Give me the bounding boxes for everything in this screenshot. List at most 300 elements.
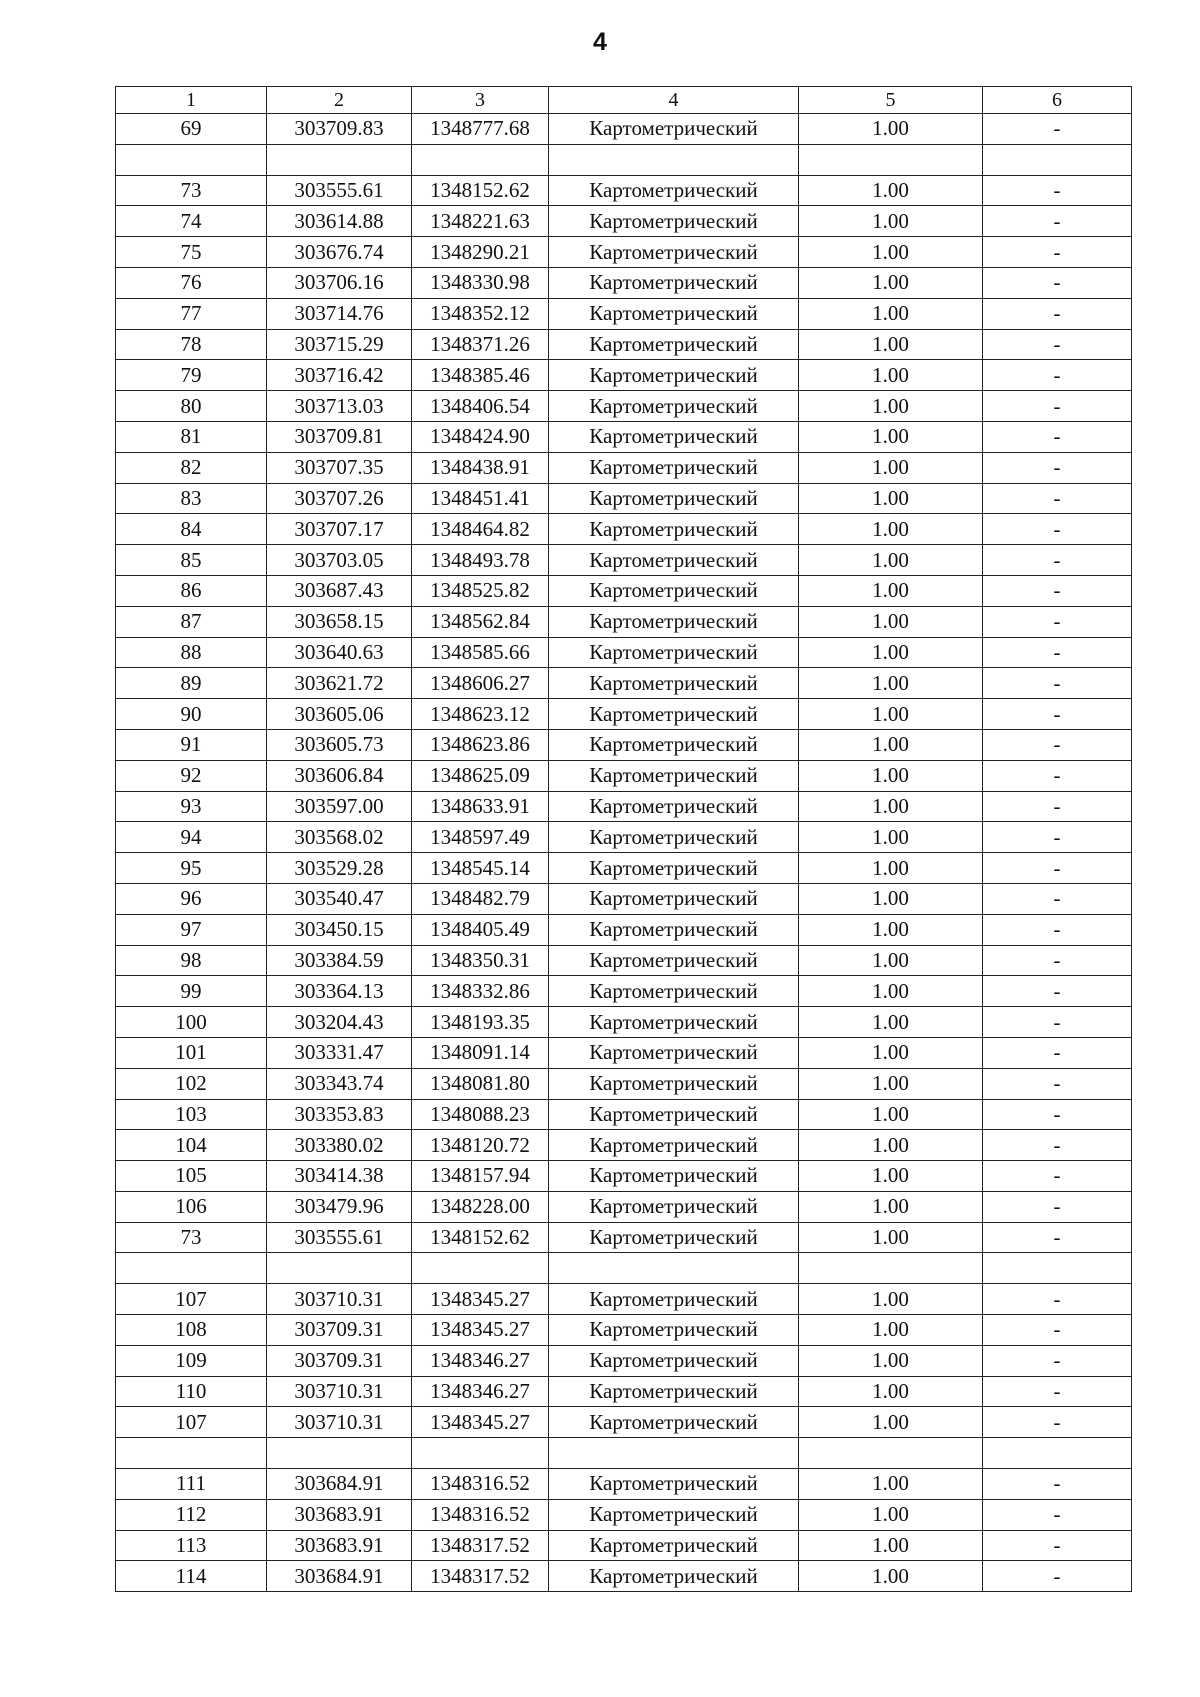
accuracy-cell: 1.00 <box>799 1315 983 1346</box>
method-cell: Картометрический <box>549 699 799 730</box>
point-number-cell: 101 <box>116 1037 267 1068</box>
note-cell: - <box>983 1222 1132 1253</box>
point-number-cell: 88 <box>116 637 267 668</box>
note-cell: - <box>983 1161 1132 1192</box>
x-coordinate-cell: 303716.42 <box>267 360 412 391</box>
y-coordinate-cell: 1348330.98 <box>412 267 549 298</box>
table-row <box>116 822 1132 853</box>
method-cell: Картометрический <box>549 1284 799 1315</box>
point-number-cell <box>116 1438 267 1469</box>
x-coordinate-cell: 303658.15 <box>267 606 412 637</box>
note-cell: - <box>983 1499 1132 1530</box>
accuracy-cell: 1.00 <box>799 1499 983 1530</box>
point-number-cell: 106 <box>116 1191 267 1222</box>
accuracy-cell: 1.00 <box>799 237 983 268</box>
x-coordinate-cell: 303343.74 <box>267 1068 412 1099</box>
method-cell: Картометрический <box>549 1530 799 1561</box>
accuracy-cell: 1.00 <box>799 1222 983 1253</box>
point-number-cell: 77 <box>116 298 267 329</box>
point-number-cell: 110 <box>116 1376 267 1407</box>
note-cell: - <box>983 853 1132 884</box>
table-row <box>116 606 1132 637</box>
note-cell: - <box>983 791 1132 822</box>
method-cell: Картометрический <box>549 421 799 452</box>
point-number-cell: 114 <box>116 1561 267 1592</box>
method-cell <box>549 1438 799 1469</box>
point-number-cell: 90 <box>116 699 267 730</box>
y-coordinate-cell: 1348438.91 <box>412 452 549 483</box>
note-cell: - <box>983 1376 1132 1407</box>
method-cell: Картометрический <box>549 791 799 822</box>
x-coordinate-cell: 303707.35 <box>267 452 412 483</box>
accuracy-cell: 1.00 <box>799 606 983 637</box>
accuracy-cell: 1.00 <box>799 760 983 791</box>
point-number-cell: 73 <box>116 1222 267 1253</box>
method-cell: Картометрический <box>549 298 799 329</box>
y-coordinate-cell: 1348088.23 <box>412 1099 549 1130</box>
table-row <box>116 1191 1132 1222</box>
method-cell: Картометрический <box>549 175 799 206</box>
y-coordinate-cell: 1348157.94 <box>412 1161 549 1192</box>
y-coordinate-cell: 1348525.82 <box>412 575 549 606</box>
point-number-cell: 83 <box>116 483 267 514</box>
table-row <box>116 206 1132 237</box>
note-cell: - <box>983 914 1132 945</box>
accuracy-cell: 1.00 <box>799 206 983 237</box>
note-cell: - <box>983 114 1132 145</box>
y-coordinate-cell: 1348091.14 <box>412 1037 549 1068</box>
x-coordinate-cell: 303606.84 <box>267 760 412 791</box>
method-cell: Картометрический <box>549 976 799 1007</box>
method-cell: Картометрический <box>549 237 799 268</box>
x-coordinate-cell: 303568.02 <box>267 822 412 853</box>
point-number-cell: 95 <box>116 853 267 884</box>
y-coordinate-cell: 1348777.68 <box>412 114 549 145</box>
table-row <box>116 1222 1132 1253</box>
method-cell: Картометрический <box>549 514 799 545</box>
note-cell: - <box>983 1469 1132 1500</box>
table-row <box>116 575 1132 606</box>
header-cell-5: 5 <box>799 87 983 114</box>
header-cell-3: 3 <box>412 87 549 114</box>
note-cell: - <box>983 1345 1132 1376</box>
method-cell: Картометрический <box>549 391 799 422</box>
point-number-cell: 85 <box>116 545 267 576</box>
y-coordinate-cell: 1348345.27 <box>412 1284 549 1315</box>
y-coordinate-cell: 1348606.27 <box>412 668 549 699</box>
table-row <box>116 668 1132 699</box>
x-coordinate-cell: 303715.29 <box>267 329 412 360</box>
accuracy-cell: 1.00 <box>799 976 983 1007</box>
accuracy-cell: 1.00 <box>799 1469 983 1500</box>
accuracy-cell: 1.00 <box>799 452 983 483</box>
x-coordinate-cell: 303709.31 <box>267 1345 412 1376</box>
accuracy-cell: 1.00 <box>799 822 983 853</box>
method-cell: Картометрический <box>549 452 799 483</box>
point-number-cell: 111 <box>116 1469 267 1500</box>
accuracy-cell: 1.00 <box>799 421 983 452</box>
note-cell: - <box>983 976 1132 1007</box>
x-coordinate-cell <box>267 1438 412 1469</box>
y-coordinate-cell: 1348371.26 <box>412 329 549 360</box>
method-cell: Картометрический <box>549 1161 799 1192</box>
method-cell: Картометрический <box>549 729 799 760</box>
table-row <box>116 883 1132 914</box>
accuracy-cell: 1.00 <box>799 1130 983 1161</box>
table-row <box>116 1561 1132 1592</box>
x-coordinate-cell: 303621.72 <box>267 668 412 699</box>
table-row <box>116 1469 1132 1500</box>
x-coordinate-cell: 303614.88 <box>267 206 412 237</box>
method-cell <box>549 1253 799 1284</box>
point-number-cell: 97 <box>116 914 267 945</box>
table-row <box>116 1315 1132 1346</box>
x-coordinate-cell: 303479.96 <box>267 1191 412 1222</box>
accuracy-cell: 1.00 <box>799 114 983 145</box>
method-cell: Картометрический <box>549 945 799 976</box>
note-cell: - <box>983 298 1132 329</box>
accuracy-cell: 1.00 <box>799 1037 983 1068</box>
accuracy-cell: 1.00 <box>799 1561 983 1592</box>
accuracy-cell: 1.00 <box>799 483 983 514</box>
method-cell: Картометрический <box>549 668 799 699</box>
y-coordinate-cell: 1348316.52 <box>412 1499 549 1530</box>
method-cell: Картометрический <box>549 1007 799 1038</box>
x-coordinate-cell: 303555.61 <box>267 1222 412 1253</box>
y-coordinate-cell <box>412 1253 549 1284</box>
note-cell: - <box>983 575 1132 606</box>
accuracy-cell: 1.00 <box>799 729 983 760</box>
header-cell-2: 2 <box>267 87 412 114</box>
method-cell: Картометрический <box>549 1191 799 1222</box>
accuracy-cell: 1.00 <box>799 329 983 360</box>
table-row <box>116 1099 1132 1130</box>
table-row <box>116 175 1132 206</box>
x-coordinate-cell: 303683.91 <box>267 1530 412 1561</box>
note-cell: - <box>983 514 1132 545</box>
accuracy-cell: 1.00 <box>799 1284 983 1315</box>
note-cell: - <box>983 883 1132 914</box>
header-cell-1: 1 <box>116 87 267 114</box>
accuracy-cell <box>799 1253 983 1284</box>
x-coordinate-cell: 303709.31 <box>267 1315 412 1346</box>
y-coordinate-cell: 1348316.52 <box>412 1469 549 1500</box>
x-coordinate-cell: 303555.61 <box>267 175 412 206</box>
accuracy-cell: 1.00 <box>799 175 983 206</box>
note-cell: - <box>983 483 1132 514</box>
table-row <box>116 114 1132 145</box>
accuracy-cell: 1.00 <box>799 668 983 699</box>
point-number-cell: 74 <box>116 206 267 237</box>
note-cell: - <box>983 1130 1132 1161</box>
table-row <box>116 1161 1132 1192</box>
point-number-cell: 84 <box>116 514 267 545</box>
point-number-cell: 94 <box>116 822 267 853</box>
method-cell: Картометрический <box>549 360 799 391</box>
note-cell: - <box>983 668 1132 699</box>
table-row <box>116 976 1132 1007</box>
note-cell: - <box>983 206 1132 237</box>
note-cell: - <box>983 237 1132 268</box>
accuracy-cell: 1.00 <box>799 791 983 822</box>
note-cell: - <box>983 175 1132 206</box>
accuracy-cell: 1.00 <box>799 1191 983 1222</box>
note-cell: - <box>983 329 1132 360</box>
x-coordinate-cell: 303640.63 <box>267 637 412 668</box>
method-cell: Картометрический <box>549 1376 799 1407</box>
accuracy-cell: 1.00 <box>799 853 983 884</box>
accuracy-cell: 1.00 <box>799 391 983 422</box>
table-row <box>116 699 1132 730</box>
x-coordinate-cell: 303687.43 <box>267 575 412 606</box>
accuracy-cell: 1.00 <box>799 514 983 545</box>
y-coordinate-cell: 1348597.49 <box>412 822 549 853</box>
y-coordinate-cell: 1348350.31 <box>412 945 549 976</box>
method-cell: Картометрический <box>549 1469 799 1500</box>
method-cell: Картометрический <box>549 853 799 884</box>
y-coordinate-cell: 1348405.49 <box>412 914 549 945</box>
point-number-cell: 109 <box>116 1345 267 1376</box>
table-row <box>116 853 1132 884</box>
x-coordinate-cell: 303353.83 <box>267 1099 412 1130</box>
method-cell: Картометрический <box>549 1099 799 1130</box>
table-row <box>116 329 1132 360</box>
x-coordinate-cell: 303709.81 <box>267 421 412 452</box>
note-cell: - <box>983 452 1132 483</box>
x-coordinate-cell: 303605.06 <box>267 699 412 730</box>
note-cell: - <box>983 822 1132 853</box>
x-coordinate-cell: 303384.59 <box>267 945 412 976</box>
table-row <box>116 421 1132 452</box>
table-separator-row <box>116 1253 1132 1284</box>
x-coordinate-cell: 303707.17 <box>267 514 412 545</box>
point-number-cell: 93 <box>116 791 267 822</box>
point-number-cell: 87 <box>116 606 267 637</box>
y-coordinate-cell: 1348290.21 <box>412 237 549 268</box>
method-cell: Картометрический <box>549 1499 799 1530</box>
y-coordinate-cell: 1348120.72 <box>412 1130 549 1161</box>
note-cell: - <box>983 606 1132 637</box>
accuracy-cell: 1.00 <box>799 1161 983 1192</box>
method-cell: Картометрический <box>549 1315 799 1346</box>
x-coordinate-cell: 303676.74 <box>267 237 412 268</box>
table-row <box>116 1130 1132 1161</box>
accuracy-cell <box>799 144 983 175</box>
table-row <box>116 729 1132 760</box>
point-number-cell: 76 <box>116 267 267 298</box>
y-coordinate-cell: 1348228.00 <box>412 1191 549 1222</box>
note-cell: - <box>983 729 1132 760</box>
note-cell: - <box>983 1407 1132 1438</box>
accuracy-cell: 1.00 <box>799 1345 983 1376</box>
point-number-cell: 75 <box>116 237 267 268</box>
point-number-cell: 91 <box>116 729 267 760</box>
y-coordinate-cell: 1348464.82 <box>412 514 549 545</box>
table-separator-row <box>116 144 1132 175</box>
table-row <box>116 391 1132 422</box>
point-number-cell <box>116 1253 267 1284</box>
note-cell <box>983 1438 1132 1469</box>
x-coordinate-cell: 303684.91 <box>267 1469 412 1500</box>
table-row <box>116 760 1132 791</box>
table-row <box>116 514 1132 545</box>
table-row <box>116 945 1132 976</box>
y-coordinate-cell: 1348451.41 <box>412 483 549 514</box>
table-row <box>116 1407 1132 1438</box>
table-row <box>116 545 1132 576</box>
y-coordinate-cell: 1348633.91 <box>412 791 549 822</box>
method-cell: Картометрический <box>549 114 799 145</box>
note-cell: - <box>983 1561 1132 1592</box>
accuracy-cell: 1.00 <box>799 267 983 298</box>
y-coordinate-cell: 1348493.78 <box>412 545 549 576</box>
y-coordinate-cell: 1348385.46 <box>412 360 549 391</box>
x-coordinate-cell: 303204.43 <box>267 1007 412 1038</box>
accuracy-cell: 1.00 <box>799 945 983 976</box>
method-cell: Картометрический <box>549 545 799 576</box>
note-cell <box>983 1253 1132 1284</box>
y-coordinate-cell: 1348152.62 <box>412 175 549 206</box>
table-row <box>116 452 1132 483</box>
x-coordinate-cell: 303540.47 <box>267 883 412 914</box>
x-coordinate-cell: 303713.03 <box>267 391 412 422</box>
accuracy-cell: 1.00 <box>799 1530 983 1561</box>
table-row <box>116 1376 1132 1407</box>
table-separator-row <box>116 1438 1132 1469</box>
accuracy-cell: 1.00 <box>799 637 983 668</box>
note-cell: - <box>983 1284 1132 1315</box>
point-number-cell: 103 <box>116 1099 267 1130</box>
point-number-cell: 79 <box>116 360 267 391</box>
point-number-cell: 112 <box>116 1499 267 1530</box>
x-coordinate-cell: 303703.05 <box>267 545 412 576</box>
x-coordinate-cell: 303331.47 <box>267 1037 412 1068</box>
y-coordinate-cell: 1348562.84 <box>412 606 549 637</box>
method-cell: Картометрический <box>549 883 799 914</box>
y-coordinate-cell: 1348623.86 <box>412 729 549 760</box>
method-cell: Картометрический <box>549 329 799 360</box>
method-cell: Картометрический <box>549 1068 799 1099</box>
note-cell: - <box>983 760 1132 791</box>
accuracy-cell: 1.00 <box>799 1068 983 1099</box>
x-coordinate-cell: 303710.31 <box>267 1407 412 1438</box>
y-coordinate-cell: 1348317.52 <box>412 1561 549 1592</box>
accuracy-cell: 1.00 <box>799 360 983 391</box>
table-row <box>116 1345 1132 1376</box>
note-cell: - <box>983 360 1132 391</box>
table-row <box>116 1068 1132 1099</box>
method-cell: Картометрический <box>549 1037 799 1068</box>
note-cell: - <box>983 1315 1132 1346</box>
accuracy-cell <box>799 1438 983 1469</box>
note-cell: - <box>983 1191 1132 1222</box>
table-row <box>116 237 1132 268</box>
point-number-cell: 86 <box>116 575 267 606</box>
point-number-cell: 100 <box>116 1007 267 1038</box>
table-row <box>116 483 1132 514</box>
point-number-cell: 105 <box>116 1161 267 1192</box>
method-cell: Картометрический <box>549 206 799 237</box>
point-number-cell: 82 <box>116 452 267 483</box>
header-cell-6: 6 <box>983 87 1132 114</box>
note-cell: - <box>983 945 1132 976</box>
x-coordinate-cell: 303414.38 <box>267 1161 412 1192</box>
point-number-cell: 89 <box>116 668 267 699</box>
note-cell: - <box>983 699 1132 730</box>
x-coordinate-cell: 303450.15 <box>267 914 412 945</box>
y-coordinate-cell: 1348152.62 <box>412 1222 549 1253</box>
x-coordinate-cell: 303710.31 <box>267 1284 412 1315</box>
x-coordinate-cell: 303529.28 <box>267 853 412 884</box>
x-coordinate-cell: 303706.16 <box>267 267 412 298</box>
table-row <box>116 1284 1132 1315</box>
point-number-cell: 78 <box>116 329 267 360</box>
y-coordinate-cell: 1348317.52 <box>412 1530 549 1561</box>
table-row <box>116 1007 1132 1038</box>
accuracy-cell: 1.00 <box>799 298 983 329</box>
y-coordinate-cell: 1348332.86 <box>412 976 549 1007</box>
point-number-cell: 108 <box>116 1315 267 1346</box>
x-coordinate-cell: 303684.91 <box>267 1561 412 1592</box>
y-coordinate-cell: 1348352.12 <box>412 298 549 329</box>
method-cell: Картометрический <box>549 1407 799 1438</box>
y-coordinate-cell: 1348346.27 <box>412 1376 549 1407</box>
method-cell: Картометрический <box>549 1222 799 1253</box>
y-coordinate-cell: 1348406.54 <box>412 391 549 422</box>
point-number-cell: 107 <box>116 1284 267 1315</box>
table-body <box>116 87 1132 1592</box>
point-number-cell: 73 <box>116 175 267 206</box>
x-coordinate-cell: 303605.73 <box>267 729 412 760</box>
accuracy-cell: 1.00 <box>799 575 983 606</box>
y-coordinate-cell: 1348345.27 <box>412 1315 549 1346</box>
y-coordinate-cell: 1348193.35 <box>412 1007 549 1038</box>
table-header-row <box>116 87 1132 114</box>
note-cell: - <box>983 1099 1132 1130</box>
method-cell: Картометрический <box>549 637 799 668</box>
method-cell: Картометрический <box>549 483 799 514</box>
y-coordinate-cell <box>412 144 549 175</box>
y-coordinate-cell <box>412 1438 549 1469</box>
point-number-cell: 81 <box>116 421 267 452</box>
x-coordinate-cell: 303380.02 <box>267 1130 412 1161</box>
point-number-cell: 107 <box>116 1407 267 1438</box>
note-cell: - <box>983 1007 1132 1038</box>
point-number-cell: 92 <box>116 760 267 791</box>
note-cell: - <box>983 1068 1132 1099</box>
point-number-cell: 104 <box>116 1130 267 1161</box>
note-cell: - <box>983 637 1132 668</box>
table-row <box>116 298 1132 329</box>
table-row <box>116 1499 1132 1530</box>
note-cell: - <box>983 545 1132 576</box>
table-row <box>116 791 1132 822</box>
accuracy-cell: 1.00 <box>799 914 983 945</box>
table-row <box>116 637 1132 668</box>
note-cell <box>983 144 1132 175</box>
y-coordinate-cell: 1348424.90 <box>412 421 549 452</box>
table-row <box>116 1530 1132 1561</box>
point-number-cell: 99 <box>116 976 267 1007</box>
y-coordinate-cell: 1348346.27 <box>412 1345 549 1376</box>
table-row <box>116 267 1132 298</box>
method-cell: Картометрический <box>549 760 799 791</box>
y-coordinate-cell: 1348482.79 <box>412 883 549 914</box>
note-cell: - <box>983 1530 1132 1561</box>
point-number-cell: 96 <box>116 883 267 914</box>
accuracy-cell: 1.00 <box>799 883 983 914</box>
point-number-cell: 98 <box>116 945 267 976</box>
